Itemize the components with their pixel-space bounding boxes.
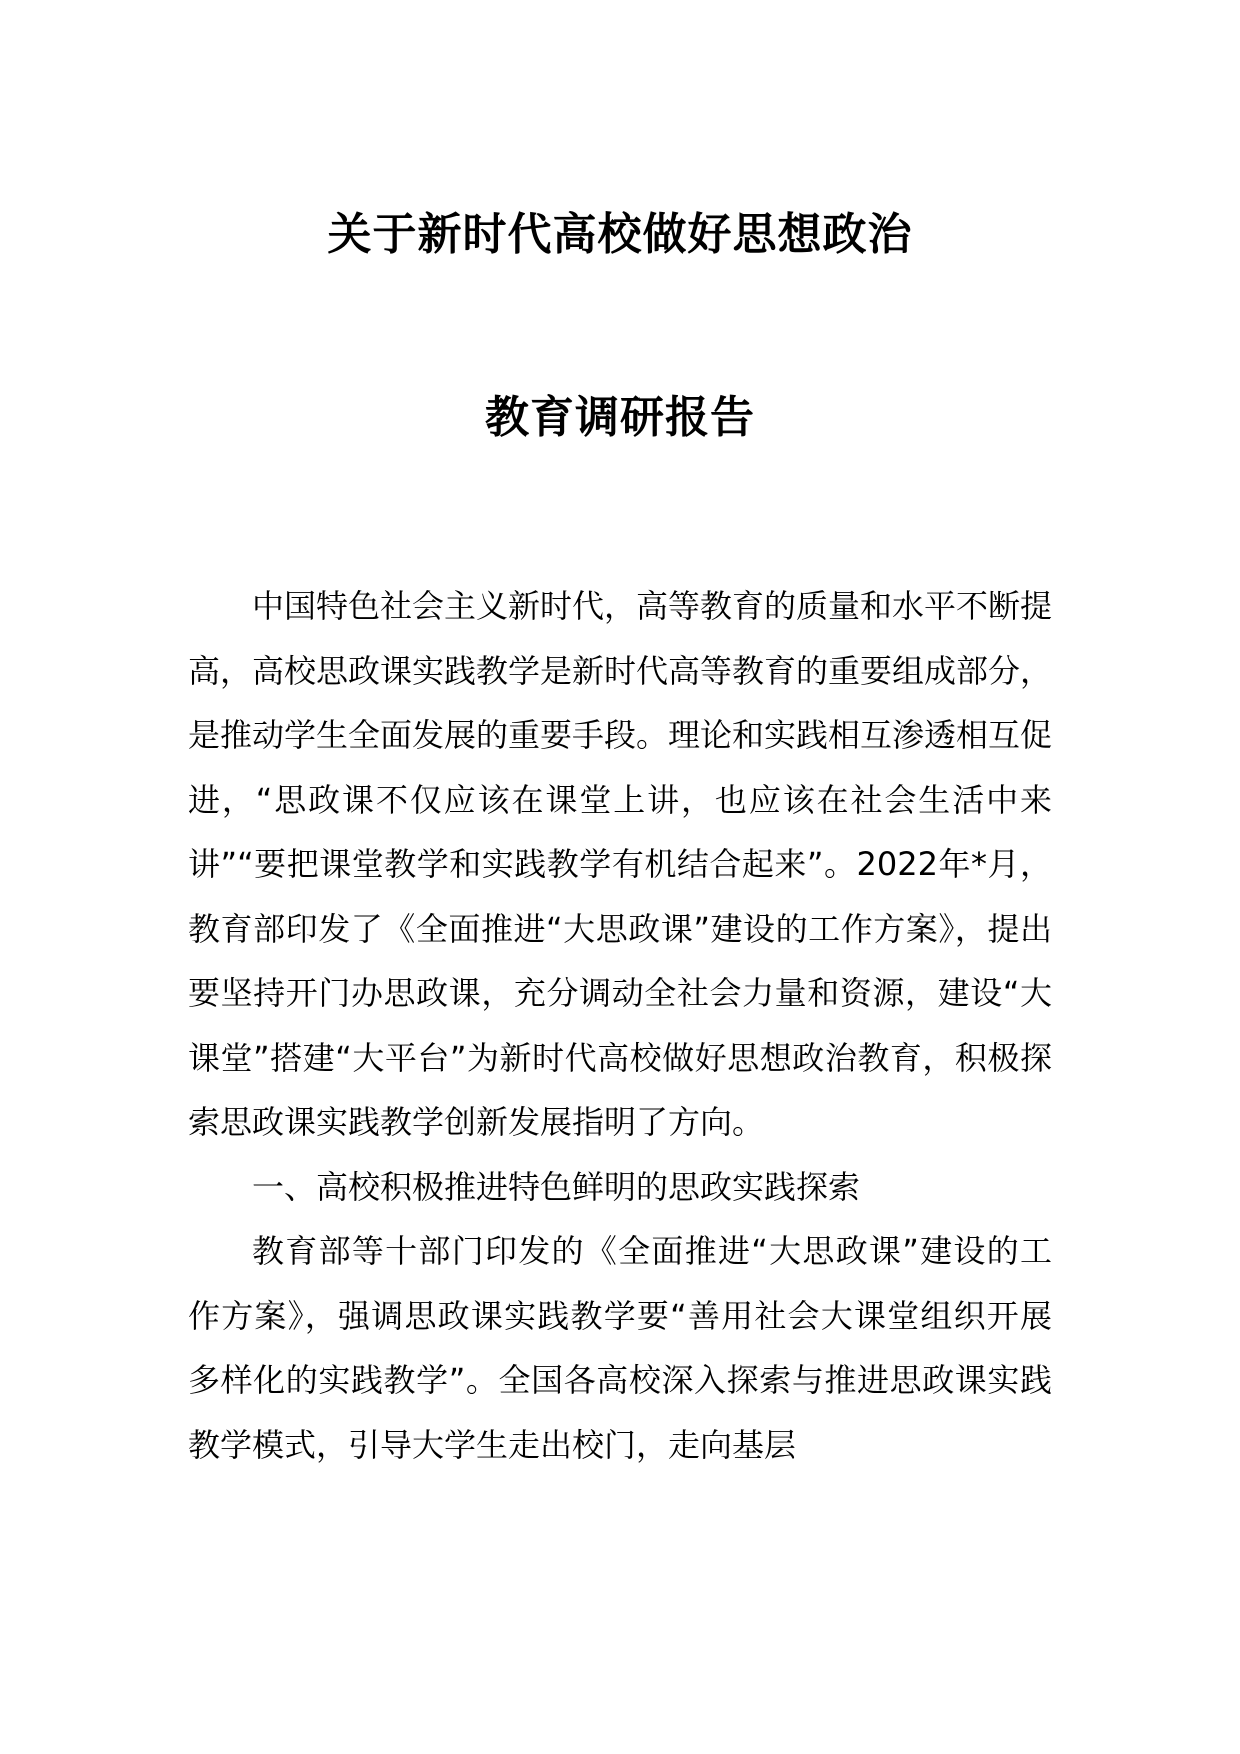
document-title-line-1: 关于新时代高校做好思想政治	[327, 209, 913, 260]
section-heading-1: 一、高校积极推进特色鲜明的思政实践探索	[252, 1167, 861, 1206]
paragraph-intro: 中国特色社会主义新时代，高等教育的质量和水平不断提高，高校思政课实践教学是新时代高等教育的重要组成部分，是推动学生全面发展的重要手段。理论和实践相互渗透相互促进，“思政课不仅应该在课堂上讲，也应该在社会生活中来讲”“要把课堂教学和实践教学有机结合起来”。2022年*月，教育部印发了《全面推进“大思政课”建设的工作方案》，提出要坚持开门办思政课，充分调动全社会力量和资源，建设“大课堂”搭建“大平台”为新时代高校做好思想政治教育，积极探索思政课实践教学创新发展指明了方向。	[188, 587, 1053, 1141]
document-title-line-2: 教育调研报告	[485, 392, 755, 443]
document-body	[188, 574, 1052, 1477]
paragraph-section-1: 教育部等十部门印发的《全面推进“大思政课”建设的工作方案》，强调思政课实践教学要“善用社会大课堂组织开展多样化的实践教学”。全国各高校深入探索与推进思政课实践教学模式，引导大学生走出校门，走向基层	[188, 1232, 1052, 1464]
